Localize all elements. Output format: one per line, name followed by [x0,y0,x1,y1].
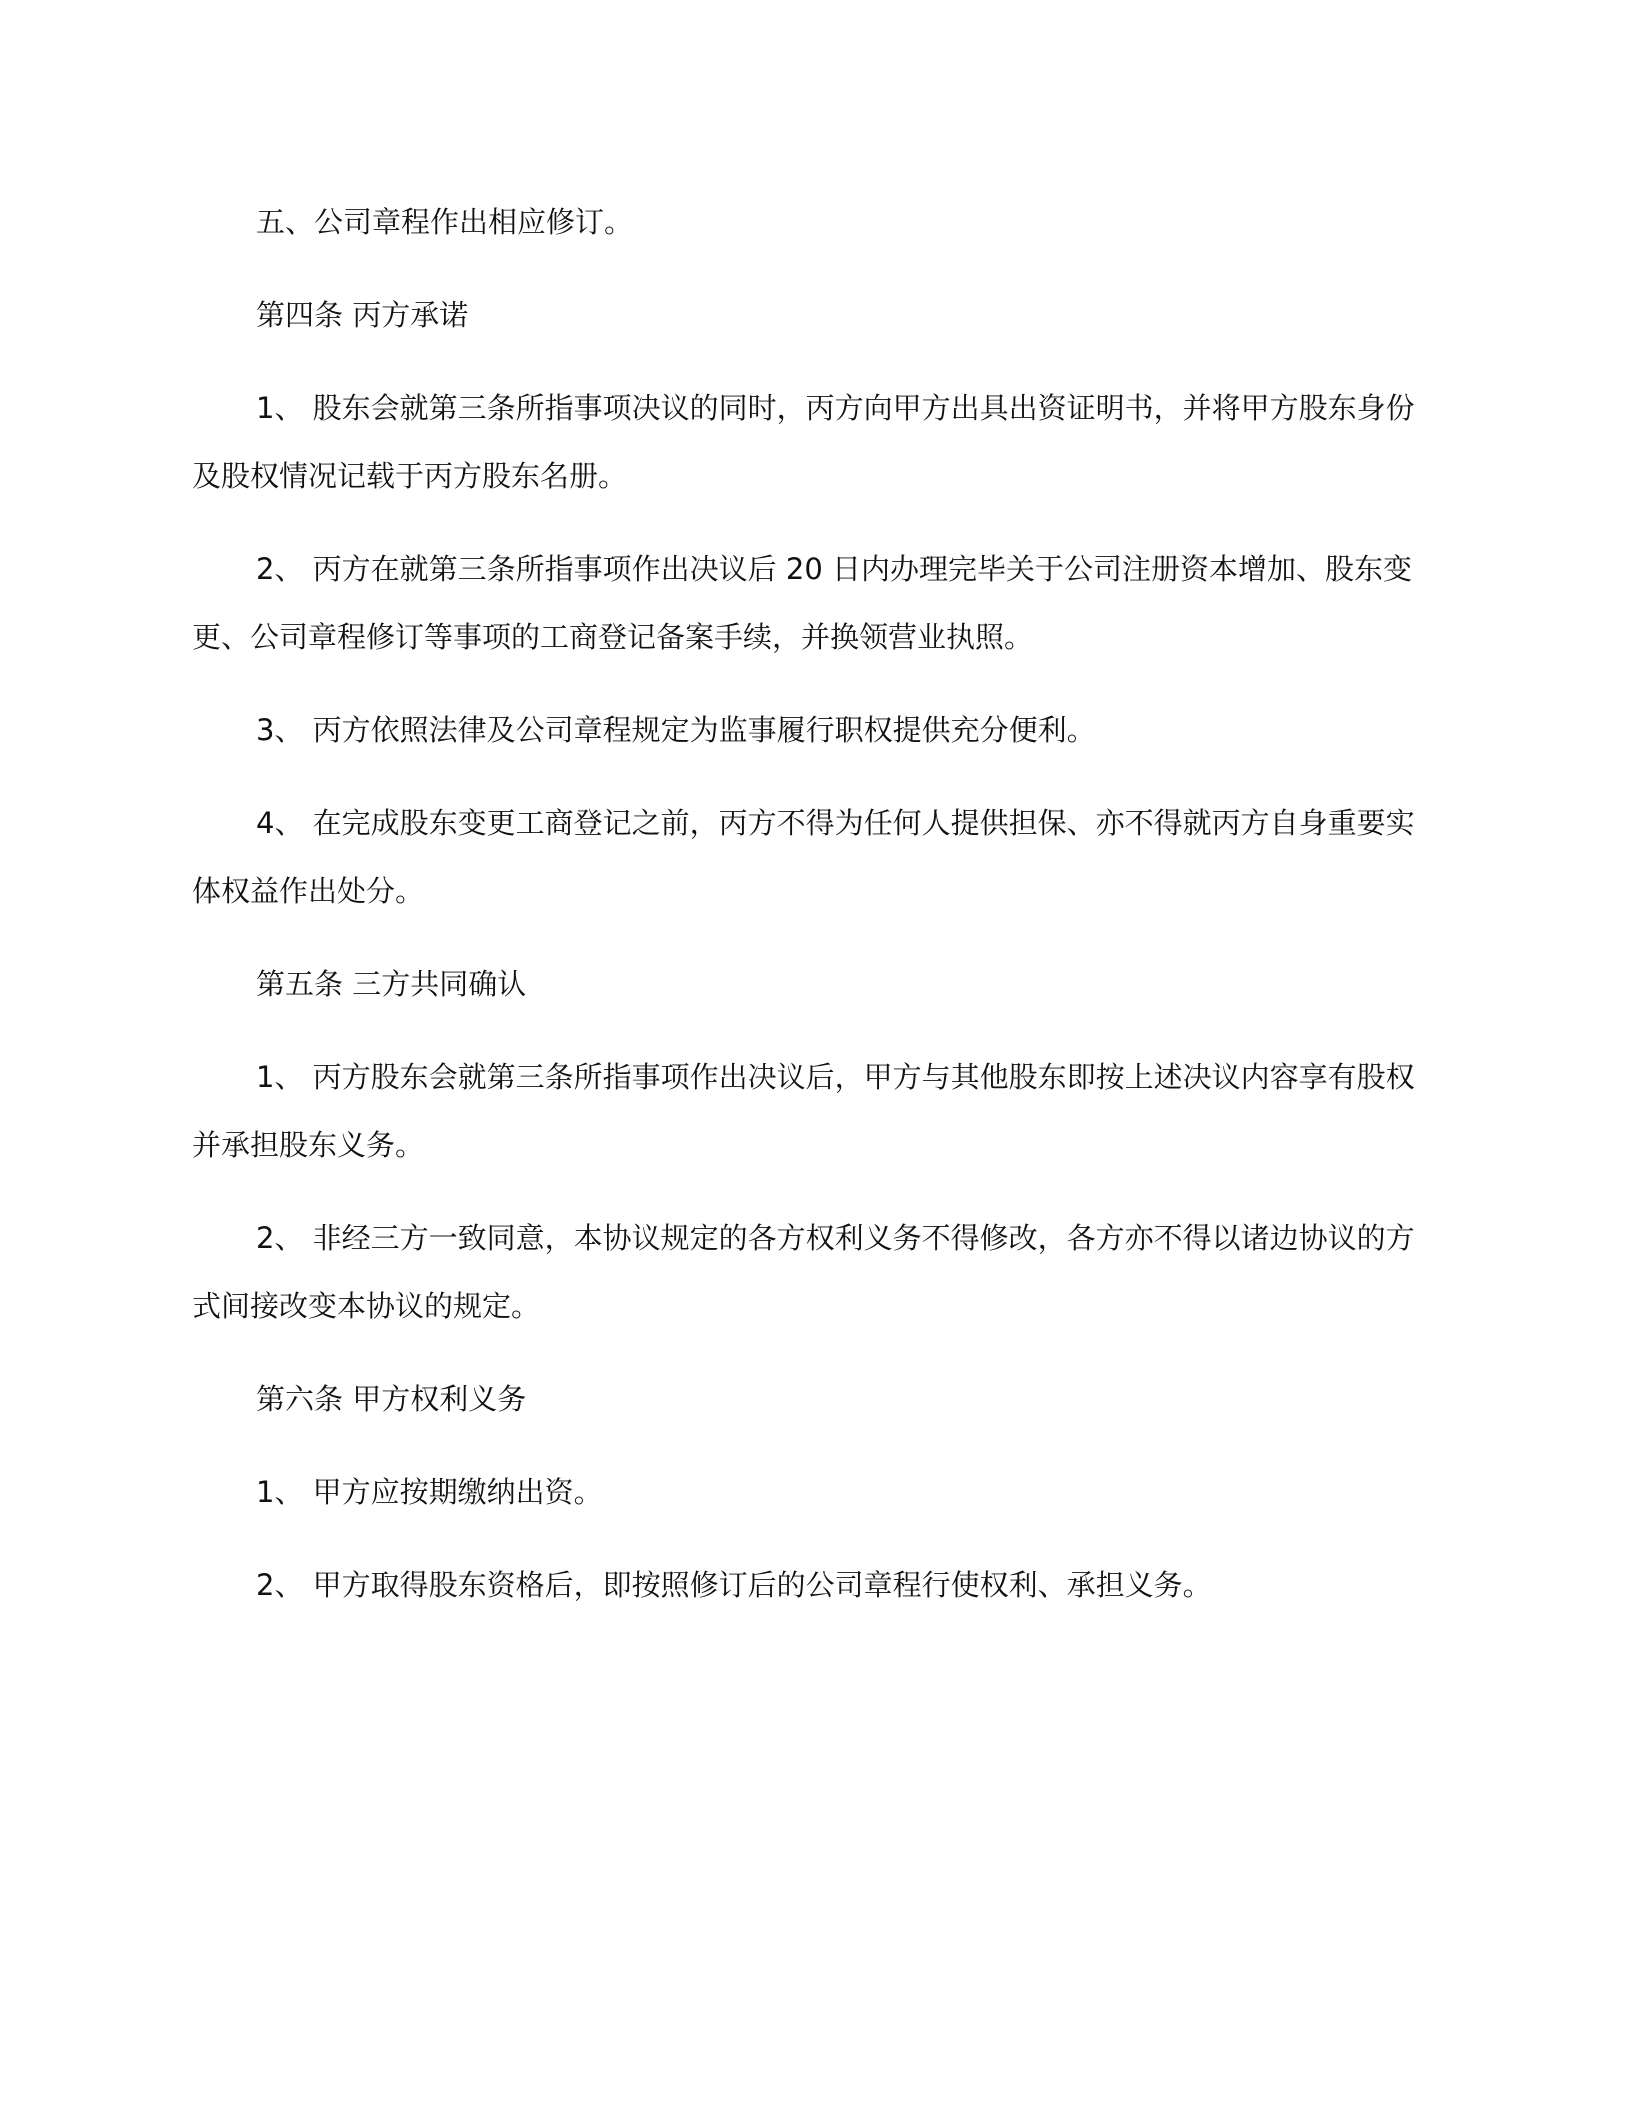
document-body [192,188,1424,1619]
article-four-item-4: 4、 在完成股东变更工商登记之前，丙方不得为任何人提供担保、亦不得就丙方自身重要实体权益作出处分。 [192,806,1415,908]
article-five-heading: 第五条 三方共同确认 [256,967,527,1001]
article-four-item-3: 3、 丙方依照法律及公司章程规定为监事履行职权提供充分便利。 [256,713,1096,747]
article-four-item-2: 2、 丙方在就第三条所指事项作出决议后 20 日内办理完毕关于公司注册资本增加、股东变更、公司章程修订等事项的工商登记备案手续，并换领营业执照。 [192,552,1413,654]
article-six-item-1: 1、 甲方应按期缴纳出资。 [256,1475,603,1509]
article-four-heading: 第四条 丙方承诺 [256,298,469,332]
article-five-item-1: 1、 丙方股东会就第三条所指事项作出决议后，甲方与其他股东即按上述决议内容享有股权并承担股东义务。 [192,1060,1415,1162]
clause-item-five: 五、公司章程作出相应修订。 [256,205,634,239]
article-six-heading: 第六条 甲方权利义务 [256,1382,527,1416]
article-six-item-2: 2、 甲方取得股东资格后，即按照修订后的公司章程行使权利、承担义务。 [256,1568,1212,1602]
article-four-item-1: 1、 股东会就第三条所指事项决议的同时，丙方向甲方出具出资证明书，并将甲方股东身份及股权情况记载于丙方股东名册。 [192,391,1415,493]
article-five-item-2: 2、 非经三方一致同意，本协议规定的各方权利义务不得修改，各方亦不得以诸边协议的方式间接改变本协议的规定。 [192,1221,1415,1323]
